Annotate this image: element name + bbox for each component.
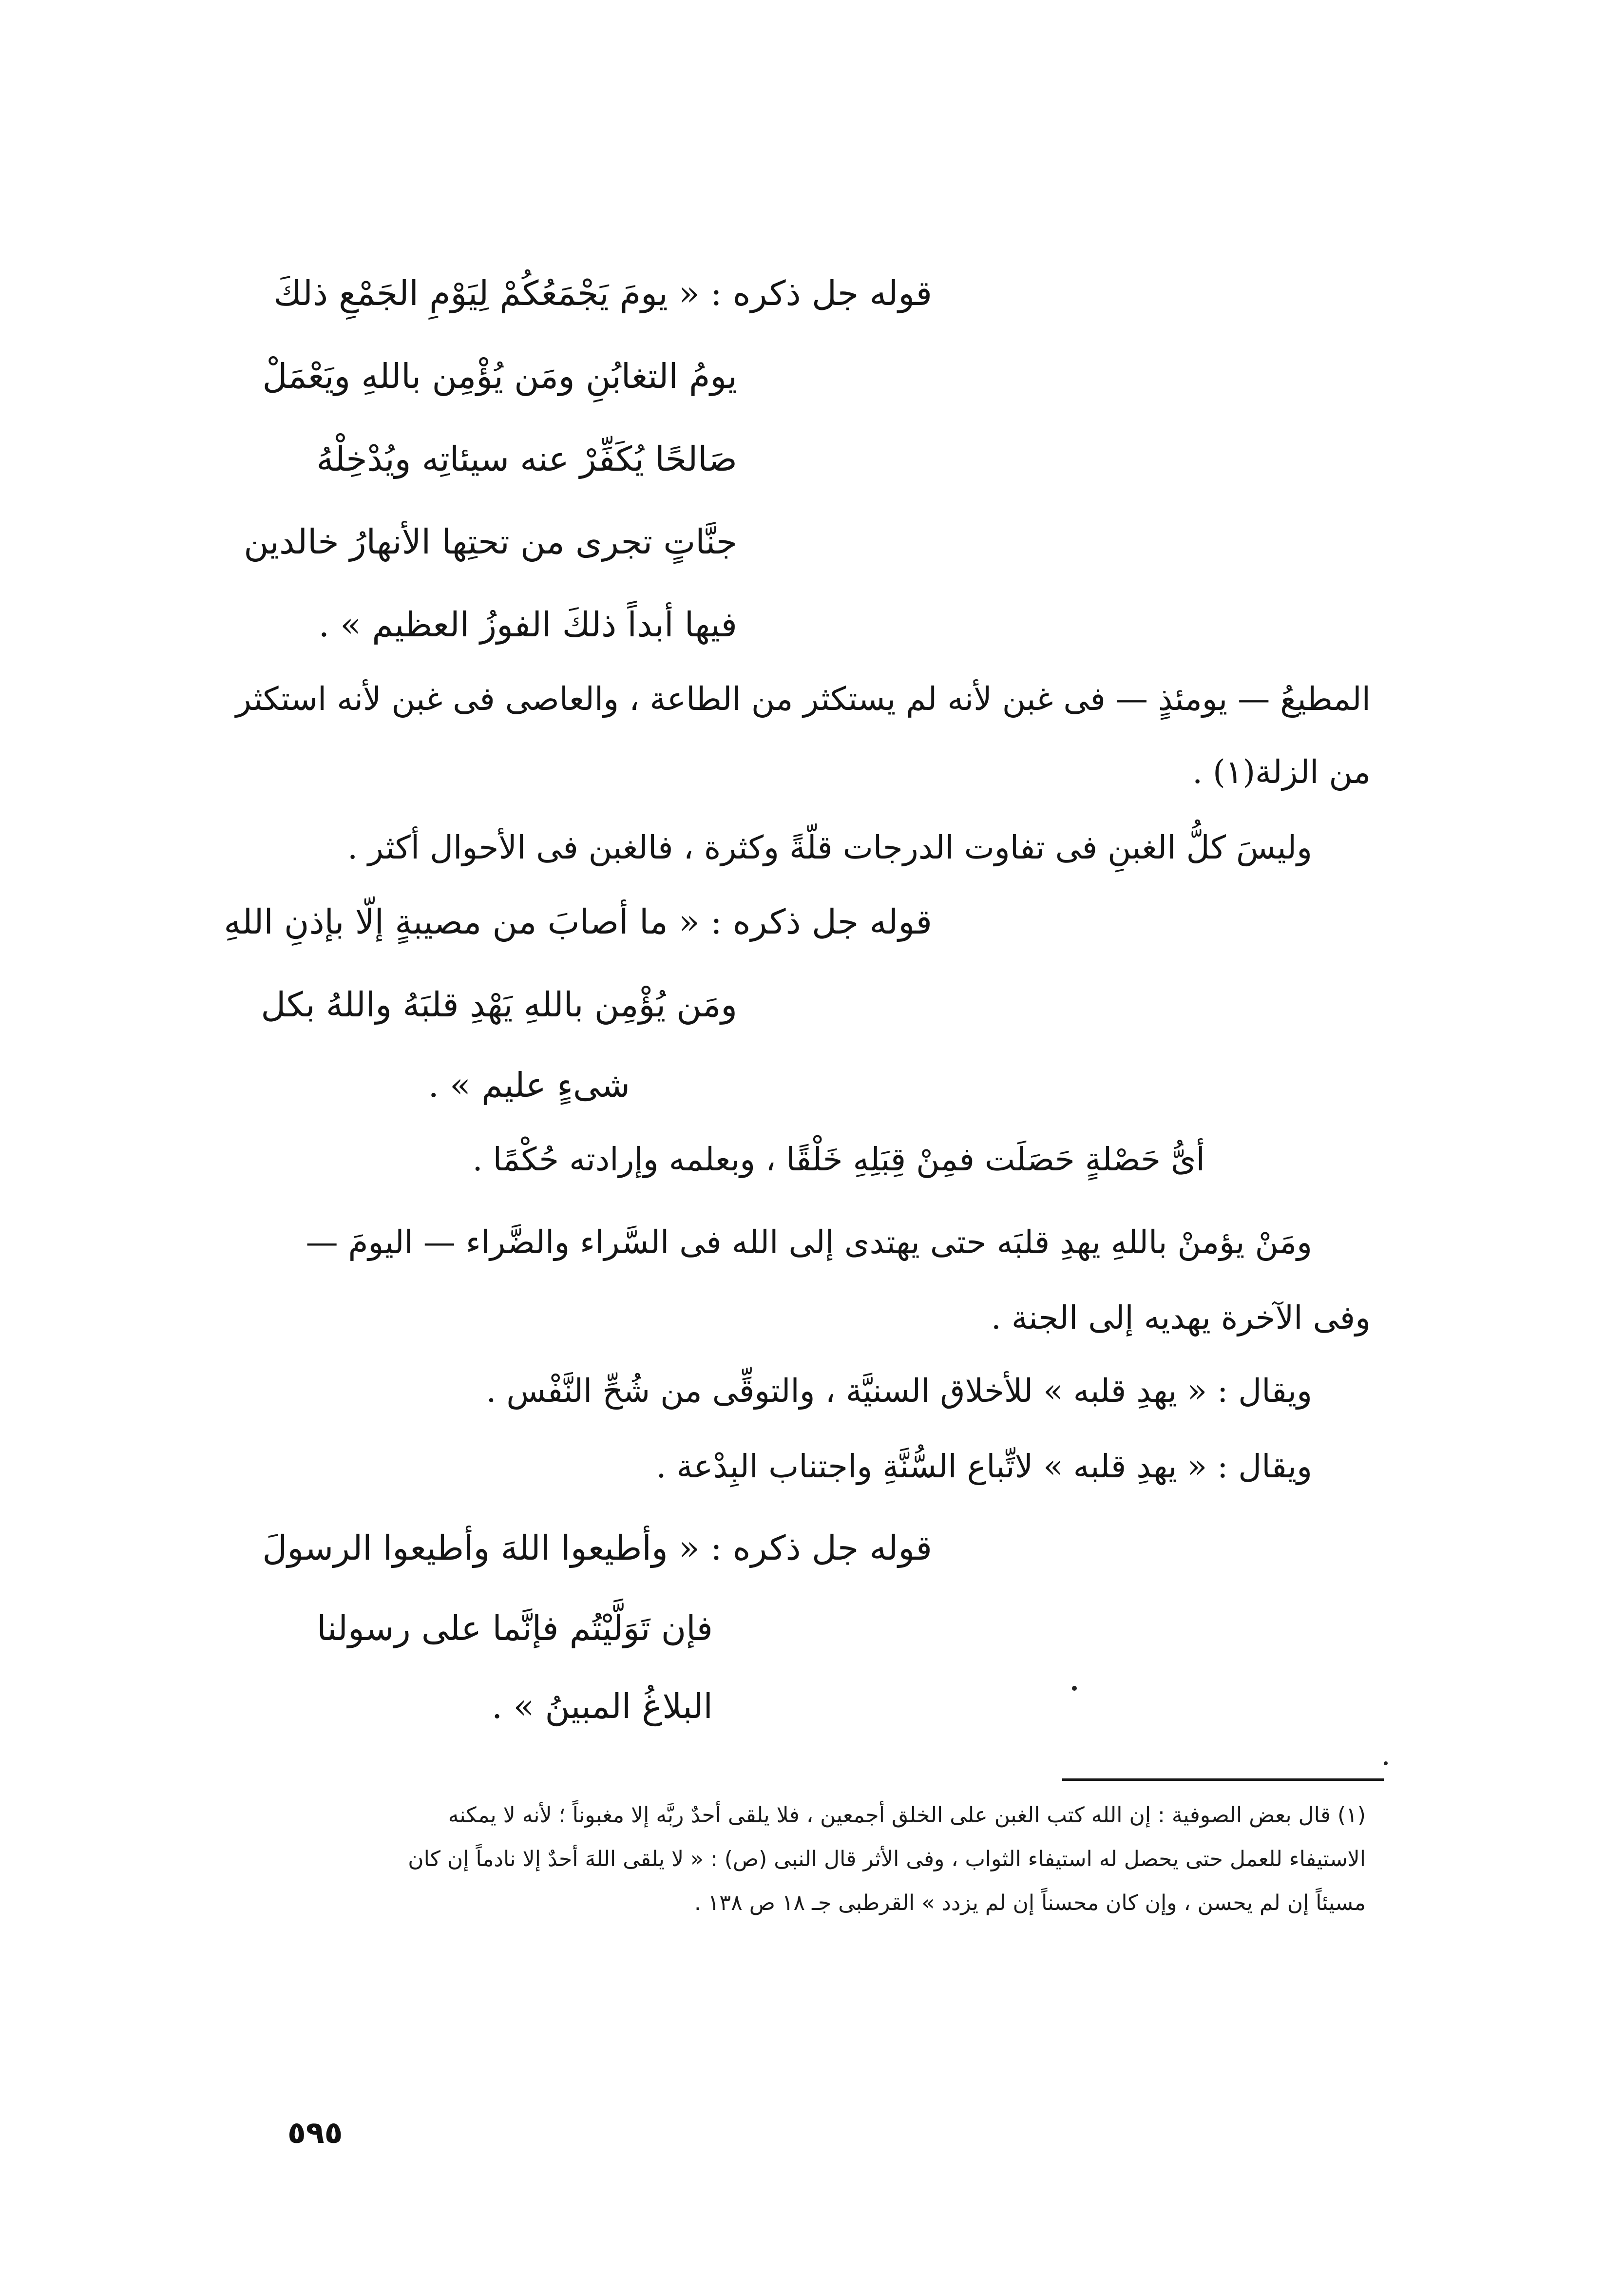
- verse-line: فيها أبداً ذلكَ الفوزُ العظيم » .: [318, 605, 737, 645]
- footnote-separator: [1062, 1778, 1384, 1781]
- commentary-line: وليسَ كلُّ الغبنِ فى تفاوت الدرجات قلّةً وكثرة ، فالغبن فى الأحوال أكثر .: [347, 829, 1312, 866]
- verse-line: صَالحًا يُكَفِّرْ عنه سيئاتِه ويُدْخِلْهُ: [316, 439, 737, 479]
- verse-line: قوله جل ذكره : « يومَ يَجْمَعُكُمْ لِيَوْمِ الجَمْعِ ذلكَ: [273, 273, 932, 313]
- commentary-line: ومَنْ يؤمنْ باللهِ يهدِ قلبَه حتى يهتدى إلى الله فى السَّراء والضَّراء — اليومَ —: [306, 1223, 1312, 1261]
- commentary-line: وفى الآخرة يهديه إلى الجنة .: [991, 1299, 1371, 1336]
- verse-line: قوله جل ذكره : « وأطيعوا اللهَ وأطيعوا الرسولَ: [262, 1528, 932, 1568]
- commentary-line: ويقال : « يهدِ قلبه » لاتِّباع السُّنَّةِ واجتناب البِدْعة .: [656, 1448, 1312, 1485]
- scan-speck: [1072, 1686, 1077, 1691]
- verse-line: فإن تَوَلَّيْتُم فإنَّما على رسولنا: [317, 1608, 713, 1648]
- page-number: ٥٩٥: [287, 2115, 343, 2150]
- scan-speck: [1384, 1761, 1388, 1765]
- verse-line: جنَّاتٍ تجرى من تحتِها الأنهارُ خالدين: [244, 522, 737, 562]
- verse-line: ومَن يُؤْمِن باللهِ يَهْدِ قلبَهُ واللهُ بكل: [261, 985, 737, 1025]
- verse-line: يومُ التغابُنِ ومَن يُؤْمِن باللهِ ويَعْمَلْ: [262, 356, 737, 396]
- commentary-line: أىُّ حَصْلةٍ حَصَلَت فمِنْ قِبَلِهِ خَلْقًا ، وبعلمه وإرادته حُكْمًا .: [472, 1141, 1205, 1178]
- verse-line: شىءٍ عليم » .: [428, 1065, 630, 1105]
- commentary-line: من الزلة(١) .: [1192, 753, 1371, 791]
- footnote-line: (١) قال بعض الصوفية : إن الله كتب الغبن على الخلق أجمعين ، فلا يلقى أحدٌ ربَّه إلا مغبوناً ؛ لأنه لا يمكنه: [448, 1803, 1366, 1828]
- verse-line: قوله جل ذكره : « ما أصابَ من مصيبةٍ إلّا بإذنِ اللهِ: [224, 902, 932, 942]
- footnote-line: مسيئاً إن لم يحسن ، وإن كان محسناً إن لم يزدد » القرطبى جـ ١٨ ص ١٣٨ .: [694, 1890, 1366, 1915]
- commentary-line: المطيعُ — يومئذٍ — فى غبن لأنه لم يستكثر من الطاعة ، والعاصى فى غبن لأنه استكثر: [235, 680, 1371, 718]
- commentary-line: ويقال : « يهدِ قلبه » للأخلاق السنيَّة ، والتوقِّى من شُحِّ النَّفْس .: [486, 1372, 1312, 1410]
- footnote-line: الاستيفاء للعمل حتى يحصل له استيفاء الثواب ، وفى الأثر قال النبى (ص) : « لا يلقى اللهَ أحدٌ إلا نادماً إن كان: [408, 1847, 1366, 1871]
- verse-line: البلاغُ المبينُ » .: [491, 1686, 713, 1726]
